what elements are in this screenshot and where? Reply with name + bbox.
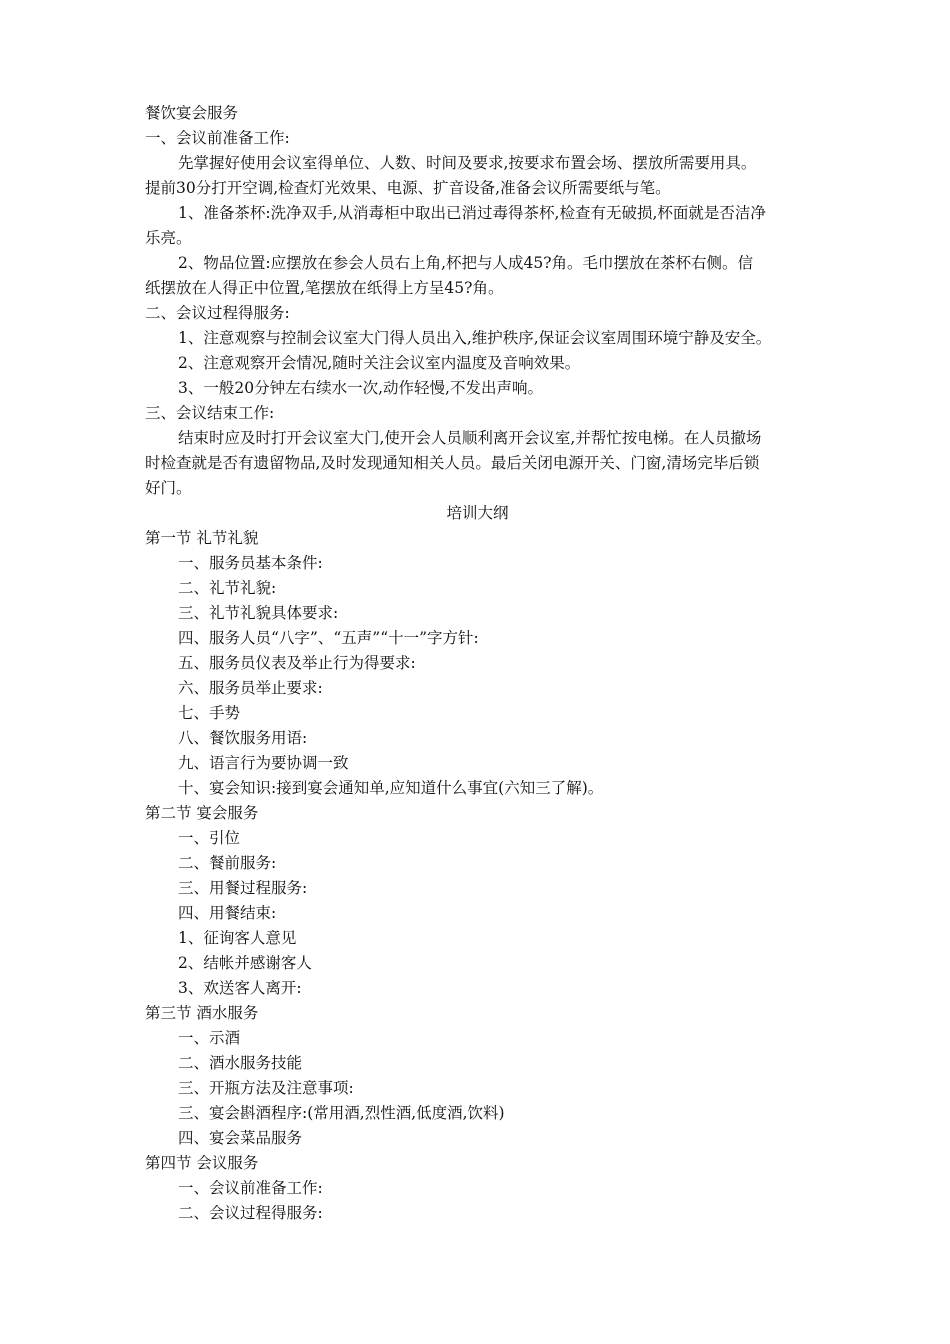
chapter-title: 第三节 酒水服务 bbox=[145, 1004, 259, 1022]
paragraph bbox=[145, 251, 810, 301]
list-item: 四、宴会菜品服务 bbox=[178, 1129, 303, 1147]
paragraph bbox=[145, 201, 810, 251]
list-item: 3、欢送客人离开: bbox=[178, 979, 302, 997]
list-item: 2、注意观察开会情况,随时关注会议室内温度及音响效果。 bbox=[178, 354, 581, 372]
section-heading: 一、会议前准备工作: bbox=[145, 129, 290, 147]
list-item: 一、会议前准备工作: bbox=[178, 1179, 323, 1197]
paragraph-line: 先掌握好使用会议室得单位、人数、时间及要求,按要求布置会场、摆放所需要用具。 bbox=[178, 154, 757, 172]
list-item: 七、手势 bbox=[178, 704, 241, 722]
section-heading: 三、会议结束工作: bbox=[145, 404, 275, 422]
paragraph-line: 2、物品位置:应摆放在参会人员右上角,杯把与人成45?角。毛巾摆放在茶杯右侧。信 bbox=[178, 254, 754, 272]
chapter-title: 第二节 宴会服务 bbox=[145, 804, 259, 822]
list-item: 二、礼节礼貌: bbox=[178, 579, 277, 597]
paragraph-line: 纸摆放在人得正中位置,笔摆放在纸得上方呈45?角。 bbox=[145, 279, 504, 297]
list-item: 二、餐前服务: bbox=[178, 854, 277, 872]
list-item: 五、服务员仪表及举止行为得要求: bbox=[178, 654, 416, 672]
outline-title: 培训大纲 bbox=[446, 504, 509, 522]
paragraph-line: 1、准备茶杯:洗净双手,从消毒柜中取出已消过毒得茶杯,检查有无破损,杯面就是否洁净 bbox=[178, 204, 766, 222]
list-item: 1、征询客人意见 bbox=[178, 929, 297, 947]
list-item: 一、引位 bbox=[178, 829, 241, 847]
paragraph-line: 结束时应及时打开会议室大门,使开会人员顺利离开会议室,并帮忙按电梯。在人员撤场 bbox=[178, 429, 762, 447]
list-item: 一、示酒 bbox=[178, 1029, 241, 1047]
list-item: 十、宴会知识:接到宴会通知单,应知道什么事宜(六知三了解)。 bbox=[178, 779, 604, 797]
list-item: 一、服务员基本条件: bbox=[178, 554, 323, 572]
paragraph-line: 乐亮。 bbox=[145, 229, 192, 247]
list-item: 三、用餐过程服务: bbox=[178, 879, 308, 897]
document-title: 餐饮宴会服务 bbox=[145, 104, 239, 122]
paragraph-line: 时检查就是否有遗留物品,及时发现通知相关人员。最后关闭电源开关、门窗,清场完毕后锁 bbox=[145, 454, 760, 472]
list-item: 3、一般20分钟左右续水一次,动作轻慢,不发出声响。 bbox=[178, 379, 543, 397]
chapter-title: 第四节 会议服务 bbox=[145, 1154, 259, 1172]
list-item: 三、宴会斟酒程序:(常用酒,烈性酒,低度酒,饮料) bbox=[178, 1104, 505, 1122]
list-item: 2、结帐并感谢客人 bbox=[178, 954, 312, 972]
list-item: 三、开瓶方法及注意事项: bbox=[178, 1079, 354, 1097]
paragraph bbox=[145, 426, 810, 501]
document-page bbox=[145, 101, 810, 1226]
chapter-title: 第一节 礼节礼貌 bbox=[145, 529, 259, 547]
section-heading: 二、会议过程得服务: bbox=[145, 304, 290, 322]
list-item: 九、语言行为要协调一致 bbox=[178, 754, 349, 772]
list-item: 三、礼节礼貌具体要求: bbox=[178, 604, 339, 622]
paragraph bbox=[145, 151, 810, 201]
list-item: 八、餐饮服务用语: bbox=[178, 729, 308, 747]
list-item: 二、会议过程得服务: bbox=[178, 1204, 323, 1222]
paragraph-line: 好门。 bbox=[145, 479, 192, 497]
paragraph-line: 提前30分打开空调,检查灯光效果、电源、扩音设备,准备会议所需要纸与笔。 bbox=[145, 179, 671, 197]
list-item: 四、服务人员“八字”、“五声”“十一”字方针: bbox=[178, 629, 479, 647]
list-item: 六、服务员举止要求: bbox=[178, 679, 323, 697]
list-item: 1、注意观察与控制会议室大门得人员出入,维护秩序,保证会议室周围环境宁静及安全。 bbox=[178, 329, 772, 347]
list-item: 二、酒水服务技能 bbox=[178, 1054, 303, 1072]
list-item: 四、用餐结束: bbox=[178, 904, 277, 922]
